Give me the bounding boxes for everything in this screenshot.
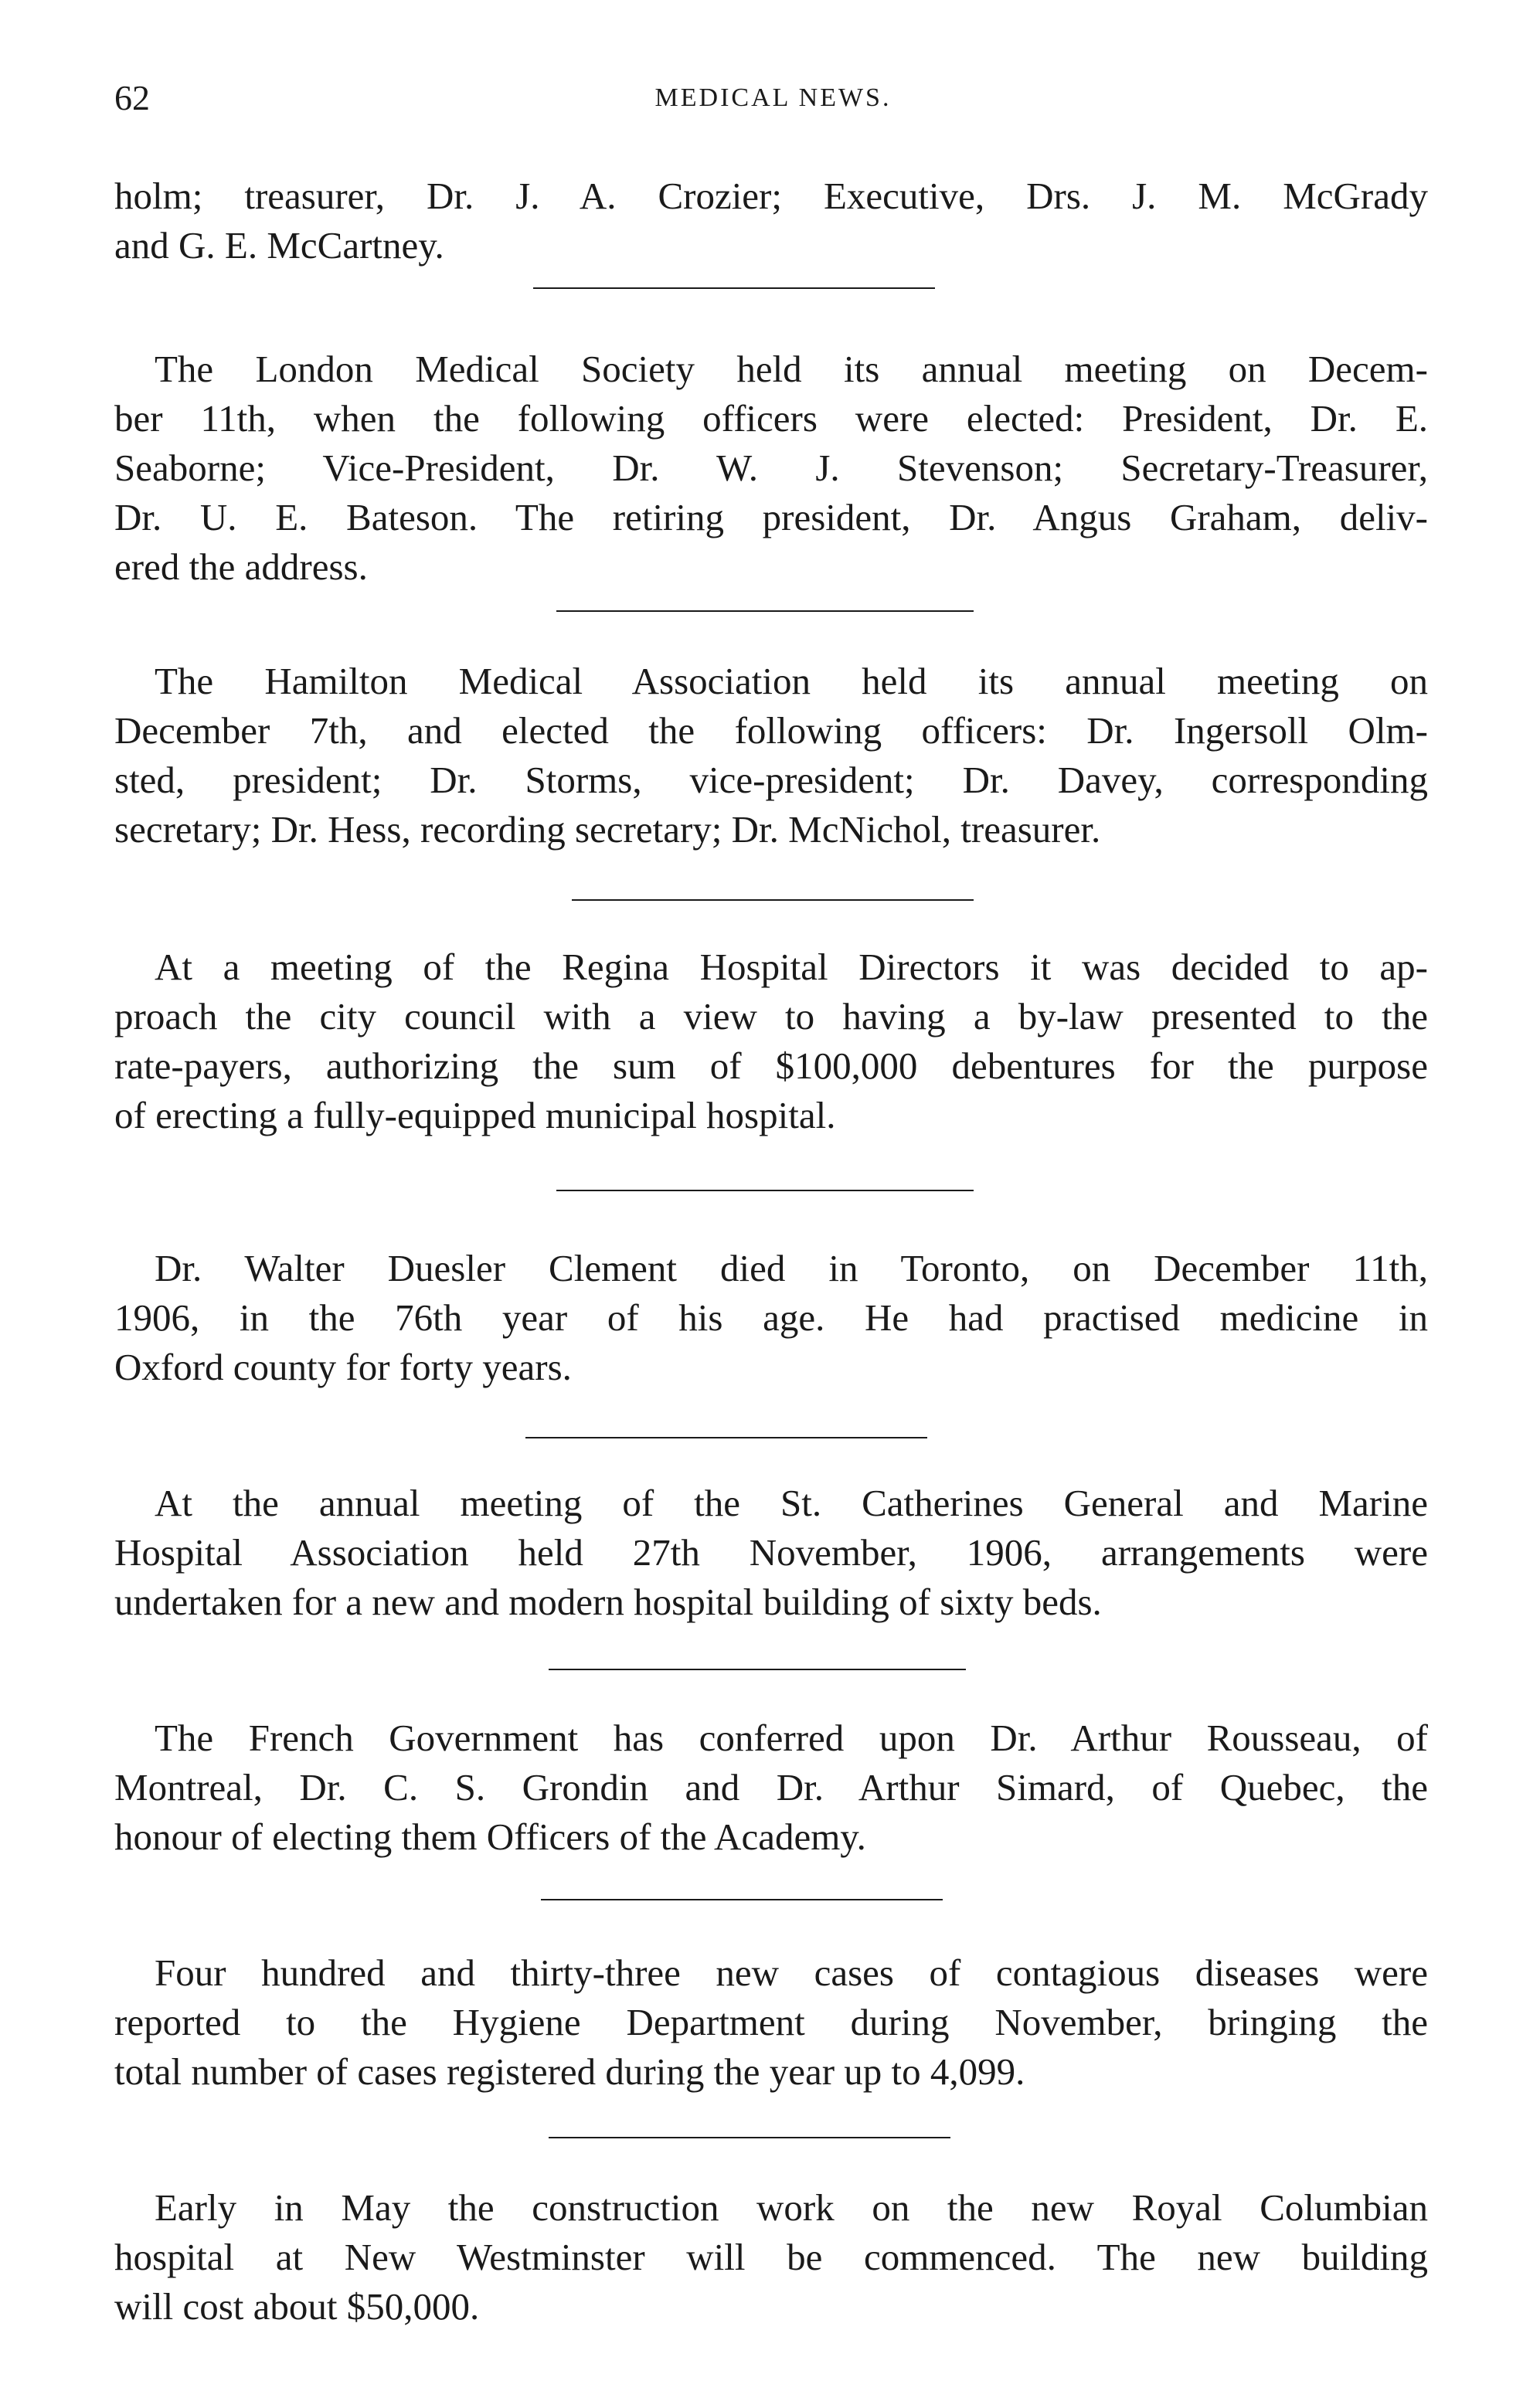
text-line: At a meeting of the Regina Hospital Directors it was decided to ap- [155,946,1428,988]
running-head: MEDICAL NEWS. [654,83,892,112]
text-line: total number of cases registered during the year up to 4,099. [114,2050,1025,2093]
text-line: holm; treasurer, Dr. J. A. Crozier; Executive, Drs. J. M. McGrady [114,175,1428,217]
news-item-regina-hospital [114,942,1428,1140]
text-line: ered the address. [114,545,368,588]
text-line: proach the city council with a view to having a by-law presented to the [114,995,1428,1038]
text-line: sted, president; Dr. Storms, vice-president; Dr. Davey, corresponding [114,759,1428,801]
text-line: 1906, in the 76th year of his age. He had practised medicine in [114,1296,1428,1339]
separator-rule [525,1437,927,1438]
text-line: Dr. U. E. Bateson. The retiring president, Dr. Angus Graham, deliv- [114,496,1428,538]
news-item-london-medical-society [114,345,1428,592]
text-line: honour of electing them Officers of the Academy. [114,1815,866,1858]
separator-rule [549,2137,950,2138]
text-line: Four hundred and thirty-three new cases of contagious diseases were [155,1951,1428,1994]
text-line: reported to the Hygiene Department during November, bringing the [114,2001,1428,2043]
text-line: rate-payers, authorizing the sum of $100,000 debentures for the purpose [114,1044,1428,1087]
text-line: ber 11th, when the following officers were elected: President, Dr. E. [114,397,1428,440]
text-line: Early in May the construction work on the new Royal Columbian [155,2186,1428,2229]
text-line: The French Government has conferred upon Dr. Arthur Rousseau, of [155,1717,1428,1759]
text-line: The London Medical Society held its annual meeting on Decem- [155,348,1428,390]
separator-rule [533,287,935,289]
news-item-st-catherines-hospital [114,1479,1428,1627]
news-item-hamilton-medical-association [114,657,1428,854]
text-line: Montreal, Dr. C. S. Grondin and Dr. Arthur Simard, of Quebec, the [114,1766,1428,1809]
separator-rule [556,1190,974,1191]
text-line: December 7th, and elected the following officers: Dr. Ingersoll Olm- [114,709,1428,752]
news-item-obituary-clement [114,1244,1428,1392]
separator-rule [572,899,974,901]
text-line: Oxford county for forty years. [114,1346,572,1388]
text-line: Seaborne; Vice-President, Dr. W. J. Stevenson; Secretary-Treasurer, [114,447,1428,489]
text-line: of erecting a fully-equipped municipal hospital. [114,1094,836,1136]
text-line: and G. E. McCartney. [114,224,444,267]
news-item-french-government-honours [114,1713,1428,1862]
page-number: 62 [114,78,150,117]
text-line: Dr. Walter Duesler Clement died in Toronto, on December 11th, [155,1247,1428,1289]
separator-rule [541,1899,943,1900]
text-line: Hospital Association held 27th November, 1906, arrangements were [114,1531,1428,1574]
separator-rule [549,1669,966,1670]
text-line: The Hamilton Medical Association held its annual meeting on [155,660,1428,702]
page-header [114,77,1432,131]
news-item-contagious-diseases [114,1948,1428,2097]
news-item-continued [114,172,1428,270]
text-line: secretary; Dr. Hess, recording secretary; Dr. McNichol, treasurer. [114,808,1101,851]
text-line: will cost about $50,000. [114,2285,480,2328]
text-line: hospital at New Westminster will be commenced. The new building [114,2236,1428,2278]
separator-rule [556,610,974,612]
text-line: undertaken for a new and modern hospital building of sixty beds. [114,1581,1102,1623]
text-line: At the annual meeting of the St. Catherines General and Marine [155,1482,1428,1524]
news-item-royal-columbian-hospital [114,2183,1428,2332]
